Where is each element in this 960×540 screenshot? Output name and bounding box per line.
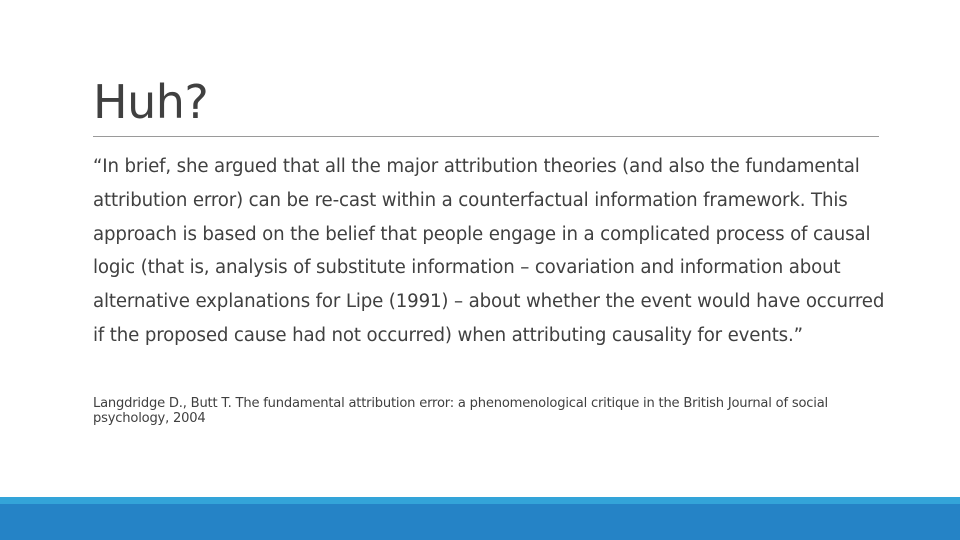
footer-band-dark — [0, 504, 960, 540]
citation-text: Langdridge D., Butt T. The fundamental attribution error: a phenomenological critique in the British Journal of social psychology, 2004 — [93, 396, 828, 426]
slide-title: Huh? — [93, 75, 209, 129]
quote-text: “In brief, she argued that all the major attribution theories (and also the fundamental attribution error) can be re-cast within a counterfactual information framework. This approach is based on the belief that people engage in a complicated process of causal logic (that is, analysis of substitute information – covariation and information about alternative explanations for Lipe (1991) – about whether the event would have occurred if the proposed cause had not occurred) when attributing causality for events.” — [93, 156, 885, 346]
title-divider — [93, 136, 879, 137]
footer-band-light — [0, 497, 960, 504]
